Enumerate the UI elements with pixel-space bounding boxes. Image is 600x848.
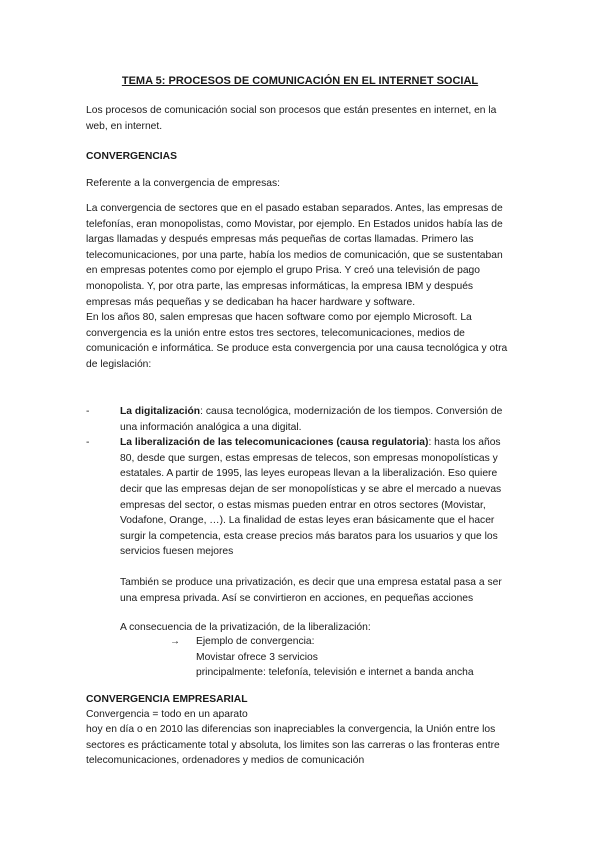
bullet-term: La liberalización de las telecomunicaciones (causa regulatoria)	[120, 437, 429, 449]
empresarial-heading: CONVERGENCIA EMPRESARIAL	[86, 694, 248, 705]
empresarial-line: Convergencia = todo en un aparato	[86, 709, 248, 720]
convergencias-heading: CONVERGENCIAS	[86, 151, 177, 162]
example-line: Movistar ofrece 3 servicios	[196, 651, 318, 663]
causes-list	[86, 404, 514, 560]
example-block	[170, 634, 514, 681]
bullet-dash: -	[86, 437, 90, 449]
page-title: TEMA 5: PROCESOS DE COMUNICACIÓN EN EL INTERNET SOCIAL	[121, 75, 479, 87]
convergencia-paragraph-1: La convergencia de sectores que en el pasado estaban separados. Antes, las empresas de telefonías, eran monopolistas, como Movistar, por ejemplo. En Estados unidos había las de largas llamadas y después empresas más pequeñas de cortas llamadas. Primero las telecomunicaciones, por una parte, había los medios de comunicación, que se sustentaban en empresas potentes como por ejemplo el grupo Prisa. Y creó una televisión de pago monopolista. Y, por otra parte, las empresas informáticas, la empresa IBM y después empresas más pequeñas y se dedicaban ha hacer hardware y software.	[86, 203, 503, 308]
bullet-text: : hasta los años 80, desde que surgen, estas empresas de telecos, son empresas monopolísticas y estatales. A partir de 1995, las leyes europeas llevan a la liberalización. Eso quiere decir que las empresas dejan de ser monopolísticas y se abre el mercado a nuevas empresas del sector, o estas mismas pueden entrar en otros sectores (Movistar, Vodafone, Orange, …). La finalidad de estas leyes eran básicamente que el hacer surgir la competencia, esta crease precios más baratos para los usuarios y que los servicios fuesen mejores	[120, 437, 502, 558]
referente-paragraph: Referente a la convergencia de empresas:	[86, 178, 281, 189]
bullet-text: : causa tecnológica, modernización de los tiempos. Conversión de una información analógica a una digital.	[120, 406, 503, 433]
bullet-term: La digitalización	[120, 406, 201, 417]
bullet-dash: -	[86, 406, 90, 417]
intro-paragraph: Los procesos de comunicación social son procesos que están presentes en internet, en la web, en internet.	[86, 105, 497, 132]
list-item	[86, 404, 514, 435]
consecuencia-paragraph: A consecuencia de la privatización, de la liberalización:	[120, 622, 371, 633]
example-line: principalmente: telefonía, televisión e internet a banda ancha	[196, 667, 474, 679]
arrow-right-icon: →	[170, 636, 180, 647]
example-line: Ejemplo de convergencia:	[196, 636, 315, 647]
empresarial-paragraph: hoy en día o en 2010 las diferencias son inapreciables la convergencia, la Unión entre los sectores es prácticamente total y absoluta, los limites son las carreras o las fronteras entre telecomunicaciones, ordenadores y medios de comunicación	[86, 724, 500, 767]
privatizacion-paragraph: También se produce una privatización, es decir que una empresa estatal pasa a ser una empresa privada. Así se convirtieron en acciones, en pequeñas acciones	[120, 577, 502, 604]
list-item	[86, 435, 514, 560]
convergencia-paragraph-2: En los años 80, salen empresas que hacen software como por ejemplo Microsoft. La convergencia es la unión entre estos tres sectores, telecomunicaciones, medios de comunicación e informática. Se produce esta convergencia por una causa tecnológica y otra de legislación:	[86, 312, 508, 370]
